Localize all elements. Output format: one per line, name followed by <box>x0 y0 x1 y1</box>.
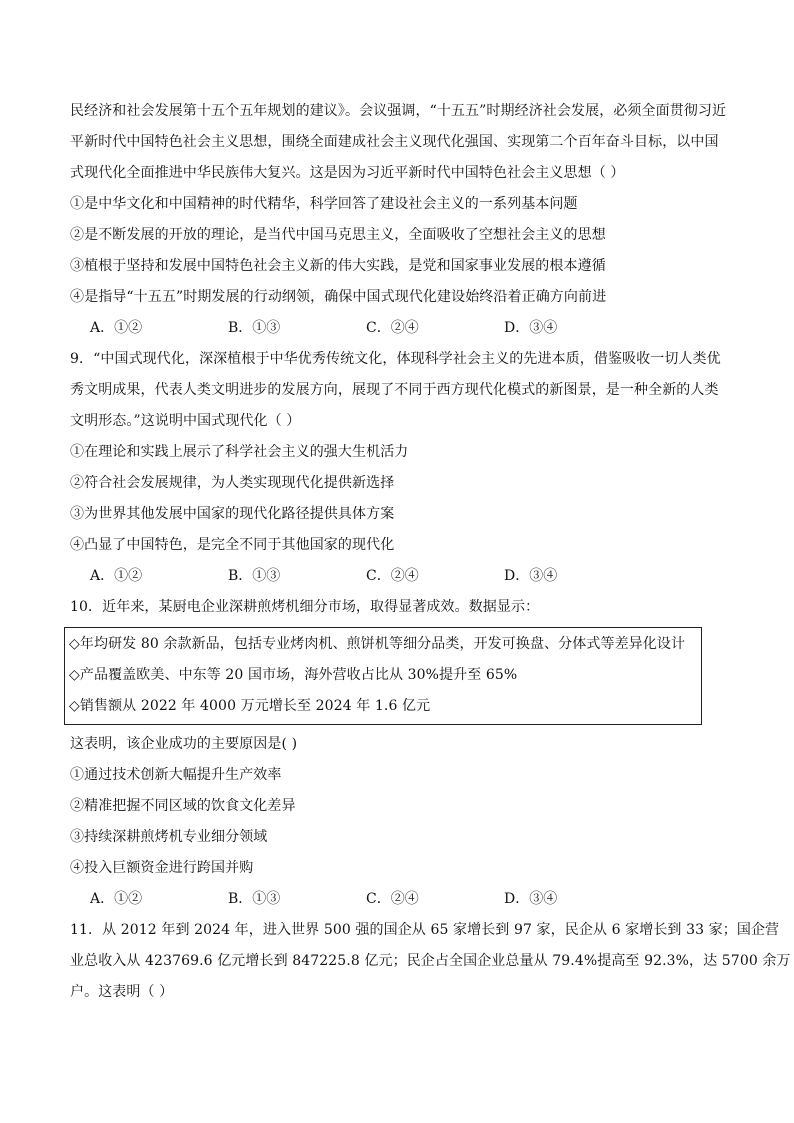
q10-item-2: ②精准把握不同区域的饮食文化差异 <box>70 798 296 814</box>
q10-box-item-3: ◇销售额从 2022 年 4000 万元增长至 2024 年 1.6 亿元 <box>69 698 431 714</box>
q10-option-d[interactable]: D．③④ <box>504 891 558 907</box>
q8-option-a[interactable]: A．①② <box>90 320 143 336</box>
q11-stem-line-3: 户。这表明（ ） <box>70 984 174 1000</box>
q8-option-b[interactable]: B．①③ <box>228 320 281 336</box>
q10-item-3: ③持续深耕煎烤机专业细分领域 <box>70 829 268 845</box>
q8-option-d[interactable]: D．③④ <box>504 320 558 336</box>
q8-option-c[interactable]: C．②④ <box>366 320 419 336</box>
q10-box-item-1: ◇年均研发 80 余款新品，包括专业烤肉机、煎饼机等细分品类，开发可换盘、分体式等差异化设计 <box>69 636 686 652</box>
q9-item-2: ②符合社会发展规律，为人类实现现代化提供新选择 <box>70 475 395 491</box>
q11-stem-line-1: 11．从 2012 年到 2024 年，进入世界 500 强的国企从 65 家增长到 97 家，民企从 6 家增长到 33 家；国企营 <box>70 922 780 938</box>
q10-option-c[interactable]: C．②④ <box>366 891 419 907</box>
q8-item-3: ③植根于坚持和发展中国特色社会主义新的伟大实践，是党和国家事业发展的根本遵循 <box>70 258 606 274</box>
q10-item-4: ④投入巨额资金进行跨国并购 <box>70 860 254 876</box>
q9-item-3: ③为世界其他发展中国家的现代化路径提供具体方案 <box>70 506 395 522</box>
q9-item-4: ④凸显了中国特色，是完全不同于其他国家的现代化 <box>70 537 395 553</box>
question-9 <box>70 344 730 592</box>
q10-stem: 10．近年来，某厨电企业深耕煎烤机细分市场，取得显著成效。数据显示： <box>70 599 540 615</box>
q10-box-item-2: ◇产品覆盖欧美、中东等 20 国市场，海外营收占比从 30%提升至 65% <box>69 667 518 683</box>
q10-item-1: ①通过技术创新大幅提升生产效率 <box>70 767 282 783</box>
q8-stem-line-2: 平新时代中国特色社会主义思想，围绕全面建成社会主义现代化强国、实现第二个百年奋斗目标，以中国 <box>70 134 719 150</box>
q9-stem-line-2: 秀文明成果，代表人类文明进步的发展方向，展现了不同于西方现代化模式的新图景，是一种全新的人类 <box>70 382 719 398</box>
q8-options <box>70 313 730 344</box>
q10-question: 这表明，该企业成功的主要原因是( ) <box>70 736 298 752</box>
q9-stem-line-1: 9．“中国式现代化，深深植根于中华优秀传统文化，体现科学社会主义的先进本质，借鉴吸收一切人类优 <box>70 351 721 367</box>
q10-option-b[interactable]: B．①③ <box>228 891 281 907</box>
q9-item-1: ①在理论和实践上展示了科学社会主义的强大生机活力 <box>70 444 409 460</box>
q8-stem-line-1: 民经济和社会发展第十五个五年规划的建议》。会议强调，“十五五”时期经济社会发展，必须全面贯彻习近 <box>70 103 727 119</box>
q8-stem-line-3: 式现代化全面推进中华民族伟大复兴。这是因为习近平新时代中国特色社会主义思想（ ） <box>70 165 625 181</box>
q8-item-2: ②是不断发展的开放的理论，是当代中国马克思主义，全面吸收了空想社会主义的思想 <box>70 227 606 243</box>
q9-option-b[interactable]: B．①③ <box>228 568 281 584</box>
q10-option-a[interactable]: A．①② <box>90 891 143 907</box>
question-10 <box>70 592 730 915</box>
q9-stem-line-3: 文明形态。”这说明中国式现代化（ ） <box>70 413 301 429</box>
q9-options <box>70 561 730 592</box>
q9-option-c[interactable]: C．②④ <box>366 568 419 584</box>
q10-data-box <box>64 627 702 725</box>
q9-option-a[interactable]: A．①② <box>90 568 143 584</box>
q11-stem-line-2: 业总收入从 423769.6 亿元增长到 847225.8 亿元；民企占全国企业总量从 79.4%提高至 92.3%，达 5700 余万 <box>70 953 791 969</box>
question-8 <box>70 96 730 344</box>
exam-page <box>69 96 791 1008</box>
q8-item-4: ④是指导“十五五”时期发展的行动纲领，确保中国式现代化建设始终沿着正确方向前进 <box>70 289 607 305</box>
question-11 <box>70 915 791 1008</box>
q9-option-d[interactable]: D．③④ <box>504 568 558 584</box>
q10-options <box>70 884 730 915</box>
q8-item-1: ①是中华文化和中国精神的时代精华，科学回答了建设社会主义的一系列基本问题 <box>70 196 578 212</box>
